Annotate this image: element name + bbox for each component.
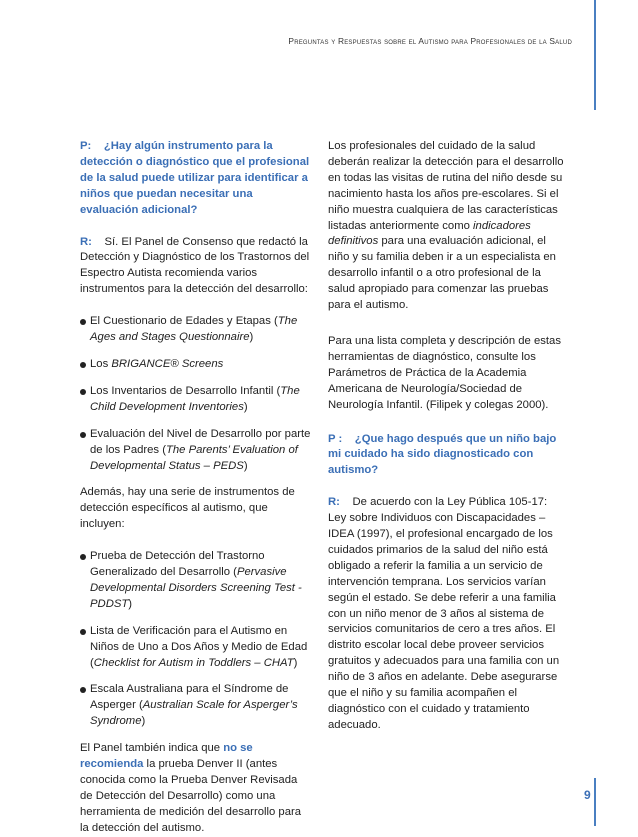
bullet-text-main: Lista de Verificación para el Autismo en Niños de Uno a Dos Años y Medio de Edad ( bbox=[90, 624, 308, 669]
bullet-text bbox=[90, 314, 312, 346]
screening-routine-paragraph bbox=[328, 139, 564, 314]
bullet-item bbox=[80, 549, 312, 613]
answer-1-text: Sí. El Panel de Consenso que redactó la Detección y Diagnóstico de los Trastornos del Espectro Autista recomienda varios instrumentos para la detección del desarrollo: bbox=[80, 235, 310, 296]
bullet-text bbox=[90, 549, 312, 613]
bullet-text bbox=[90, 624, 312, 672]
bullet-text-main: Los Inventarios de Desarrollo Infantil ( bbox=[90, 384, 281, 397]
bullet-item bbox=[80, 314, 312, 346]
bullet-text-main: Evaluación del Nivel de Desarrollo por parte de los Padres ( bbox=[90, 427, 311, 456]
bullet-dot-icon bbox=[80, 432, 86, 438]
bullet-text-after: ) bbox=[293, 656, 298, 669]
routine-text-italic: indicadores definitivos bbox=[328, 219, 531, 248]
bullet-item bbox=[80, 357, 312, 373]
denver-note-end: la prueba Denver II (antes conocida como la Prueba Denver Revisada de Detección del Desarrollo) como una herramienta de medición del desarrollo para la detección del autismo. bbox=[80, 758, 302, 834]
bullet-dot-icon bbox=[80, 389, 86, 395]
autism-tools-intro: Además, hay una serie de instrumentos de detección específicos al autismo, que incluyen: bbox=[80, 486, 295, 531]
bullet-text-main: Los bbox=[90, 357, 112, 370]
autism-tools-list bbox=[80, 549, 312, 741]
bullet-text bbox=[90, 682, 312, 730]
bullet-item bbox=[80, 624, 312, 672]
bullet-text-after: ) bbox=[141, 715, 146, 728]
bullet-text-main: Escala Australiana para el Síndrome de Asperger ( bbox=[90, 683, 289, 712]
answer-2-label: R: bbox=[328, 496, 340, 509]
bullet-text-after: ) bbox=[243, 459, 248, 472]
bullet-item bbox=[80, 384, 312, 416]
bottom-rule bbox=[594, 778, 596, 826]
question-2-text: ¿Que hago después que un niño bajo mi cuidado ha sido diagnosticado con autismo? bbox=[328, 432, 557, 477]
question-2 bbox=[328, 432, 564, 480]
bullet-dot-icon bbox=[80, 629, 86, 635]
denver-note-emphasis: no se recomienda bbox=[80, 742, 253, 771]
denver-note bbox=[80, 741, 312, 836]
running-header: Preguntas y Respuestas sobre el Autismo para Profesionales de la Salud bbox=[288, 36, 572, 46]
bullet-text bbox=[90, 384, 312, 416]
bullet-item bbox=[80, 427, 312, 475]
bullet-dot-icon bbox=[80, 554, 86, 560]
bullet-dot-icon bbox=[80, 319, 86, 325]
denver-note-start: El Panel también indica que bbox=[80, 742, 224, 755]
answer-1 bbox=[80, 235, 312, 299]
page-number: 9 bbox=[584, 788, 591, 802]
bullet-text-after: ) bbox=[249, 331, 254, 344]
answer-2-text: De acuerdo con la Ley Pública 105-17: Ley sobre Individuos con Discapacidades –IDEA (1997), el profesional encargado de los cuidados primarios de la salud del niño está obligado a referir la familia a un servicio de intervención temprana. Los servicios varían según el estado. Se debe referir a una familia con un niño menor de 3 años al sistema de servicios comunitarios de cero a tres años. El distrito escolar local debe proveer servicios gratuitos y adecuados para una familia con un niño de 3 años en adelante. Debe asegurarse que el niño y su familia acompañen el diagnóstico con el cuidado y tratamiento adecuado. bbox=[328, 496, 560, 731]
screening-tools-list bbox=[80, 314, 312, 485]
bullet-item bbox=[80, 682, 312, 730]
answer-1-label: R: bbox=[80, 235, 92, 248]
bullet-text bbox=[90, 357, 312, 373]
bullet-text-after: ) bbox=[243, 400, 248, 413]
bullet-dot-icon bbox=[80, 687, 86, 693]
bullet-text-after: ) bbox=[128, 597, 133, 610]
routine-text-end: para una evaluación adicional, el niño y su familia deben ir a un especialista en desarrollo infantil o a otro profesional de la salud apropiado para comenzar las pruebas para el autismo. bbox=[328, 235, 556, 312]
bullet-text-main: Prueba de Detección del Trastorno Generalizado del Desarrollo ( bbox=[90, 550, 265, 579]
bullet-text-italic: BRIGANCE® Screens bbox=[111, 357, 224, 370]
bullet-text-italic: The Child Development Inventories bbox=[90, 384, 300, 413]
reference-paragraph: Para una lista completa y descripción de estas herramientas de diagnóstico, consulte los Parámetros de Práctica de la Academia Americana de Neurología/Sociedad de Neurología Infantil. (Filipek y colegas 2000). bbox=[328, 334, 561, 411]
question-1-text: ¿Hay algún instrumento para la detección o diagnóstico que el profesional de la salud puede utilizar para identificar a niños que puedan necesitar una evaluación adicional? bbox=[80, 140, 310, 216]
question-1-label: P: bbox=[80, 140, 92, 152]
bullet-text-italic: Australian Scale for Asperger’s Syndrome bbox=[90, 699, 298, 728]
bullet-text bbox=[90, 427, 312, 475]
routine-text-start: Los profesionales del cuidado de la salud deberán realizar la detección para el desarrollo en todas las visitas de rutina del niño desde su nacimiento hasta los años pre-escolares. Si el niño muestra cualquiera de las características listadas anteriormente como bbox=[328, 140, 564, 232]
bullet-text-main: El Cuestionario de Edades y Etapas ( bbox=[90, 315, 278, 328]
bullet-text-italic: Checklist for Autism in Toddlers – CHAT bbox=[93, 656, 294, 669]
bullet-text-italic: The Ages and Stages Questionnaire bbox=[90, 315, 298, 344]
right-column bbox=[328, 139, 564, 734]
question-2-label: P : bbox=[328, 432, 343, 445]
top-rule bbox=[594, 0, 596, 110]
bullet-dot-icon bbox=[80, 362, 86, 368]
answer-2 bbox=[328, 495, 564, 734]
bullet-text-italic: The Parents’ Evaluation of Developmental Status – PEDS bbox=[90, 443, 298, 472]
question-1 bbox=[80, 139, 312, 219]
left-column bbox=[80, 139, 312, 837]
bullet-text-italic: Pervasive Developmental Disorders Screening Test - PDDST bbox=[90, 566, 302, 610]
